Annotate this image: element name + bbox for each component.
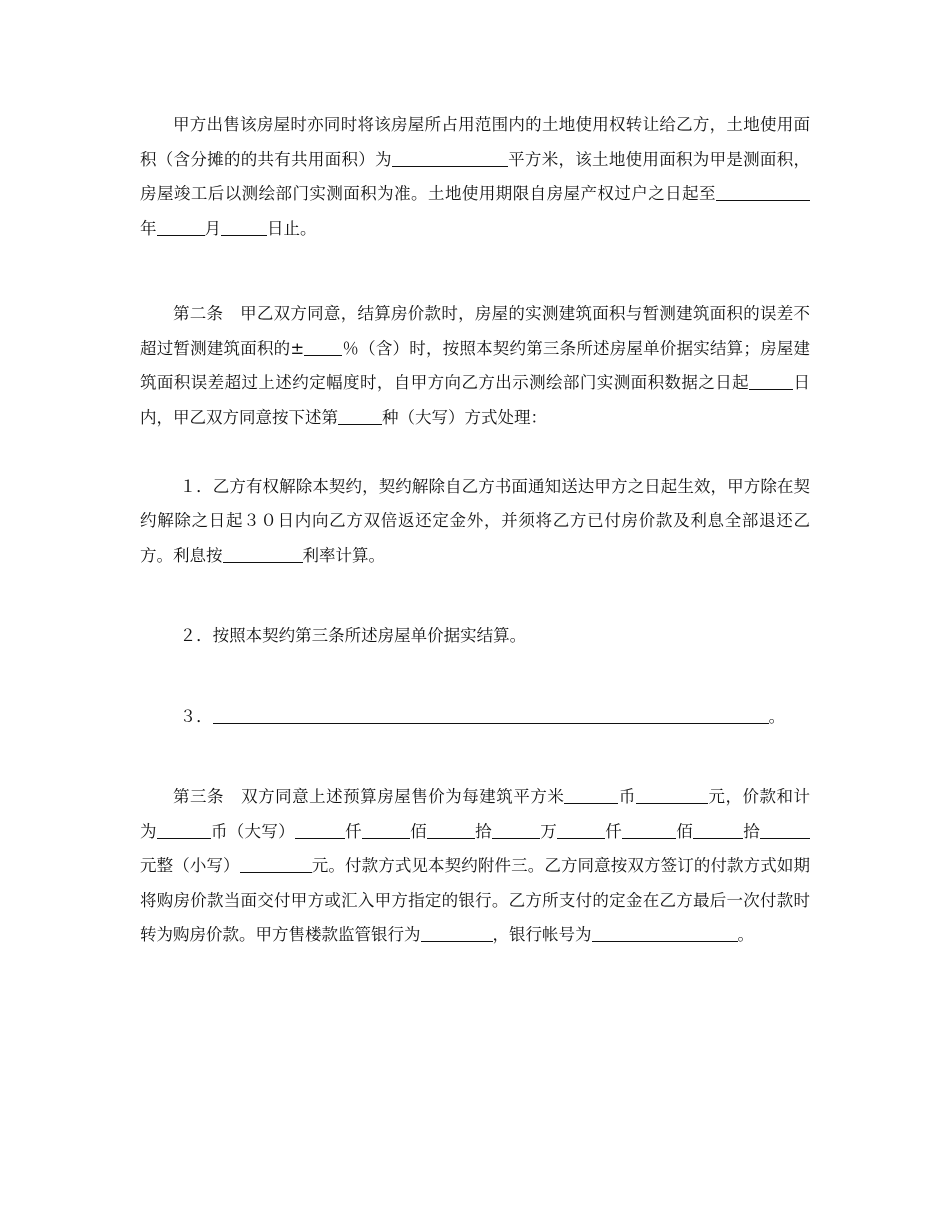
article-three-paragraph <box>140 780 810 953</box>
text-segment: １．乙方有权解除本契约，契约解除自乙方书面通知送达甲方之日起生效，甲方除在契约解除之日起３０日内向乙方双倍返还定金外，并须将乙方已付房价款及利息全部退还乙方。利息按 <box>140 476 810 565</box>
bank-account-blank <box>592 923 738 942</box>
tolerance-percent-blank <box>304 337 342 356</box>
text-segment: 拾 <box>743 821 761 841</box>
text-segment: 种（大写）方式处理： <box>382 407 547 427</box>
text-segment: 第三条 双方同意上述预算房屋售价为每建筑平方米 <box>173 787 565 806</box>
qian-ten-thousand-blank <box>295 820 345 839</box>
shi-blank <box>693 820 743 839</box>
text-segment: 年 <box>140 218 157 238</box>
spacer <box>140 734 810 780</box>
land-use-paragraph <box>140 108 810 246</box>
month-blank <box>157 217 205 236</box>
text-segment: 甲方出售该房屋时亦同时将该房屋所占用范围内的土地使用权转让给乙方，土地使用面积（含分摊的的共有共用面积）为 <box>140 115 810 169</box>
text-segment: 元。付款方式见本契约附件三。乙方同意按双方签订的付款方式如期将购房价款当面交付甲方或汇入甲方指定的银行。乙方所支付的定金在乙方最后一次付款时转为购房价款。甲方售楼款监管银行为 <box>140 856 811 944</box>
text-segment: 日内，甲乙双方同意按下述第 <box>140 373 811 427</box>
article-two-paragraph <box>140 297 810 435</box>
other-method-blank <box>213 705 769 724</box>
text-segment: ，银行帐号为 <box>492 925 592 944</box>
text-segment: 拾 <box>474 821 492 841</box>
option-three-paragraph <box>140 700 810 735</box>
spacer <box>140 573 810 619</box>
text-segment: 币（大写） <box>210 821 295 841</box>
days-blank <box>749 371 793 390</box>
text-segment: 佰 <box>676 821 694 841</box>
method-number-blank <box>338 406 382 425</box>
day-blank <box>221 217 267 236</box>
text-segment: 利率计算。 <box>302 545 385 565</box>
text-segment: 万 <box>539 821 557 841</box>
text-segment: 。 <box>737 925 754 944</box>
interest-rate-blank <box>223 544 303 563</box>
bai-blank <box>622 820 676 839</box>
text-segment: 日止。 <box>267 218 317 238</box>
year-blank <box>716 182 810 201</box>
wan-blank <box>492 820 540 839</box>
yuan-blank <box>760 820 810 839</box>
text-segment: 元整（小写） <box>140 856 240 875</box>
bai-ten-thousand-blank <box>362 820 410 839</box>
text-segment: 月 <box>204 218 221 238</box>
spacer <box>140 246 810 297</box>
land-area-blank <box>392 148 508 167</box>
option-two-paragraph <box>140 619 810 654</box>
spacer <box>140 435 810 470</box>
text-segment: 仟 <box>344 821 362 841</box>
supervising-bank-blank <box>421 923 493 942</box>
text-segment: ２．按照本契约第三条所述房屋单价据实结算。 <box>179 626 527 645</box>
text-segment: 佰 <box>409 821 427 841</box>
option-one-paragraph <box>140 470 810 574</box>
text-segment: ％（含）时，按照本契约第三条所述房屋单价据实结算；房屋建筑面积误差超过上述约定幅度时，自甲方向乙方出示测绘部门实测面积数据之日起 <box>140 338 811 392</box>
text-segment: 。 <box>768 706 786 726</box>
shi-ten-thousand-blank <box>427 820 475 839</box>
unit-price-blank <box>636 785 708 804</box>
qian-blank <box>557 820 605 839</box>
text-segment: 平方米，该土地使用面积为甲是测面积，房屋竣工后以测绘部门实测面积为准。土地使用期限自房屋产权过户之日起至 <box>140 149 811 203</box>
text-segment: 币 <box>618 787 636 806</box>
text-segment: 元，价款和计为 <box>140 787 811 841</box>
text-segment: ３． <box>179 706 213 726</box>
text-segment: 第二条 甲乙双方同意，结算房价款时，房屋的实测建筑面积与暂测建筑面积的误差不超过暂测建筑面积的± <box>140 304 810 358</box>
total-currency-blank <box>157 820 211 839</box>
currency-blank <box>564 785 618 804</box>
spacer <box>140 654 810 700</box>
text-segment: 仟 <box>604 821 622 841</box>
amount-figures-blank <box>240 854 312 873</box>
